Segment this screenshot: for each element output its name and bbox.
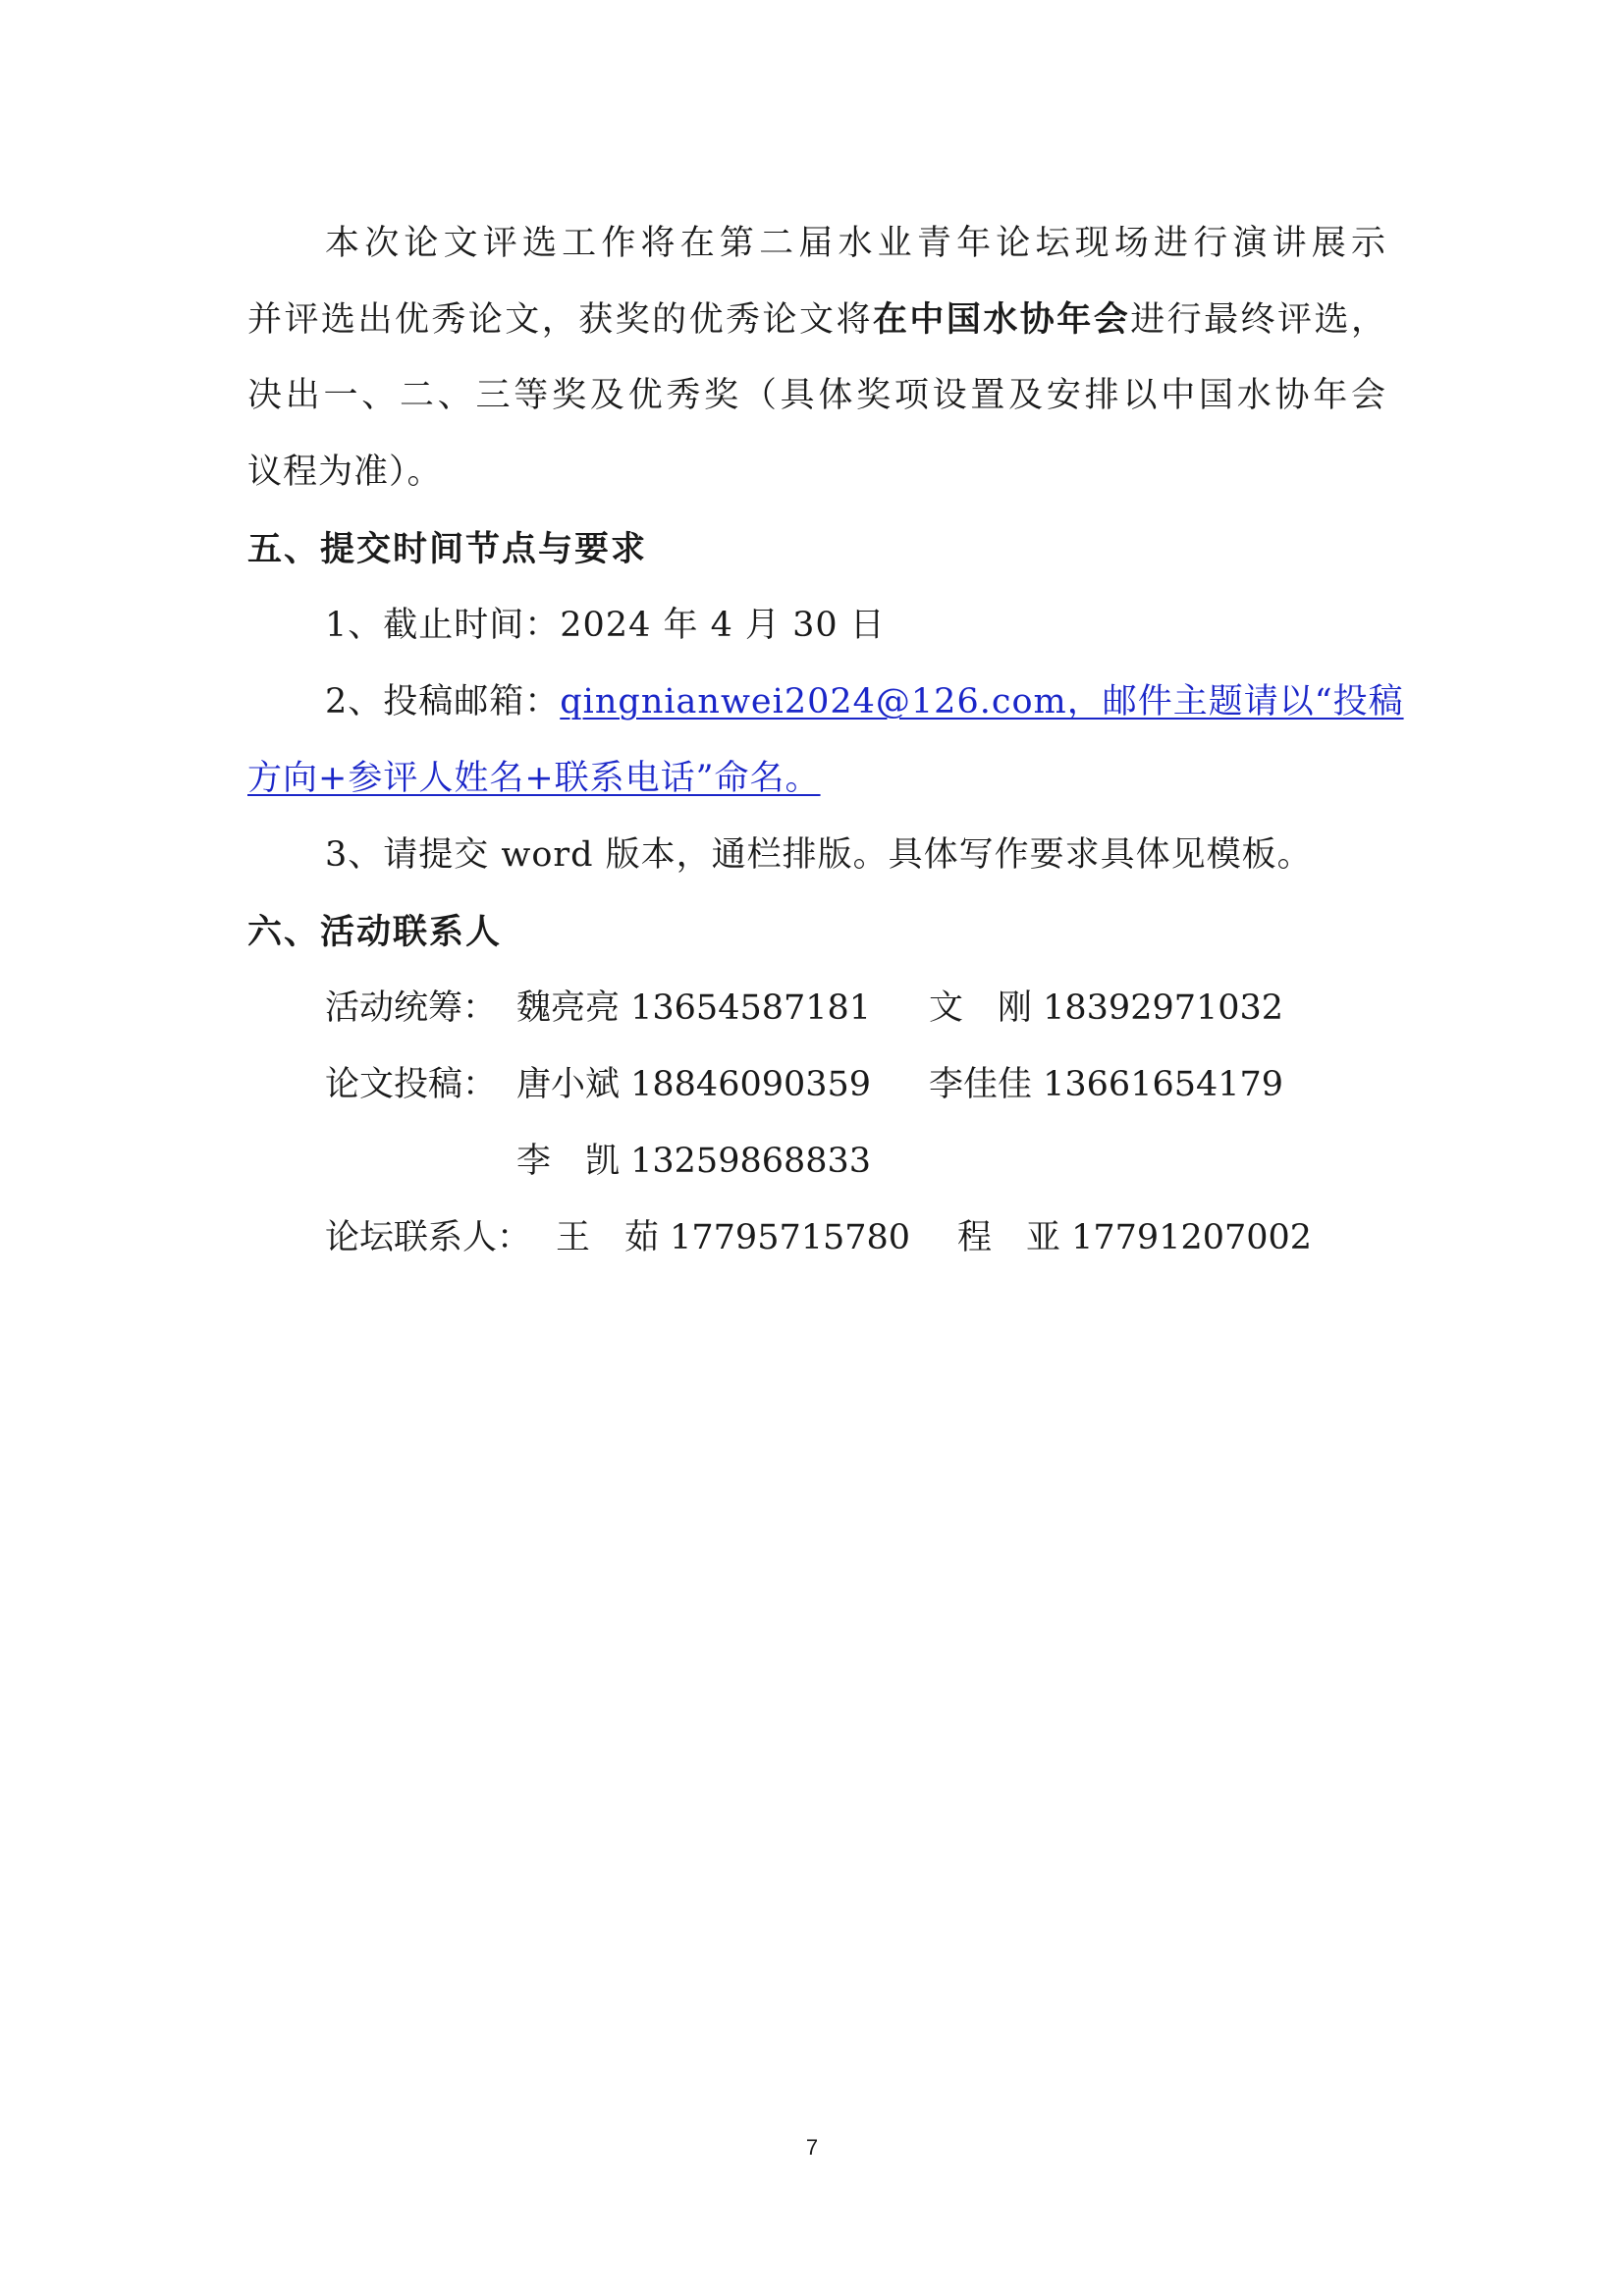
contact-paper-submission-2: 李佳佳 13661654179 [929,1065,1284,1104]
submission-email-link[interactable]: qingnianwei2024@126.com，邮件主题请以“投稿 [560,682,1404,721]
contact-paper-submission-3: 李 凯 13259868833 [516,1142,872,1181]
submission-email-link-continued[interactable]: 方向+参评人姓名+联系电话”命名。 [247,759,821,798]
contact-coordination-1: 魏亮亮 13654587181 [516,988,872,1028]
contact-label-forum: 论坛联系人： [325,1218,532,1257]
intro-line2-post: 进行最终评选， [1130,300,1386,340]
contact-label-paper-submission: 论文投稿： [325,1065,498,1104]
contact-paper-submission-1: 唐小斌 18846090359 [516,1065,872,1104]
email-item-line-2 [247,759,821,798]
intro-line2-pre: 并评选出优秀论文，获奖的优秀论文将 [247,300,873,340]
deadline-item: 1、截止时间：2024 年 4 月 30 日 [325,606,886,645]
contact-forum-2: 程 亚 17791207002 [957,1218,1313,1257]
page-number: 7 [805,2135,819,2160]
section-6-heading: 六、活动联系人 [247,912,503,952]
intro-paragraph-line-3: 决出一、二、三等奖及优秀奖（具体奖项设置及安排以中国水协年会 [247,376,1386,415]
contact-label-coordination: 活动统筹： [325,988,498,1028]
email-item-line-1 [325,682,1404,721]
email-label: 2、投稿邮箱： [325,682,561,721]
format-requirement-item: 3、请提交 word 版本，通栏排版。具体写作要求具体见模板。 [325,835,1313,875]
contact-forum-1: 王 茹 17795715780 [556,1218,911,1257]
intro-paragraph-line-2 [247,299,1386,340]
intro-line2-bold: 在中国水协年会 [872,299,1131,340]
contact-coordination-2: 文 刚 18392971032 [929,988,1284,1028]
intro-paragraph-line-4: 议程为准）。 [247,453,443,492]
section-5-heading: 五、提交时间节点与要求 [247,529,648,569]
intro-paragraph-line-1: 本次论文评选工作将在第二届水业青年论坛现场进行演讲展示 [325,224,1386,263]
